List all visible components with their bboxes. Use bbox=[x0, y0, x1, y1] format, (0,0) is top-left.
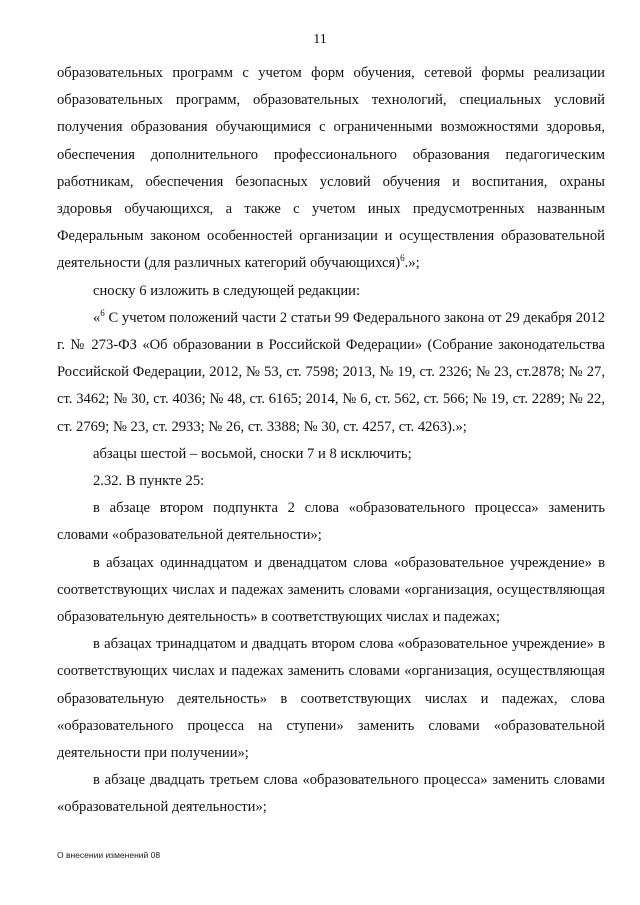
document-body bbox=[57, 60, 605, 822]
page-number: 11 bbox=[313, 32, 327, 47]
paragraph-1 bbox=[57, 60, 605, 278]
paragraph-3 bbox=[57, 305, 605, 441]
footer-note: О внесении изменений 08 bbox=[57, 850, 161, 860]
paragraph-5: 2.32. В пункте 25: bbox=[93, 473, 205, 490]
paragraph-1-tail: .»; bbox=[404, 255, 420, 272]
footnote-ref: 6 bbox=[400, 253, 405, 264]
paragraph-8: в абзацах тринадцатом и двадцать втором слова «образовательное учреждение» в соответствующих числах и падежах заменить словами «организация, осуществляющая образовательную деятельность» в соответствующих числах и падежах, слова «образовательного процесса на ступени» заменить словами «образовательной деятельности при получении»; bbox=[57, 636, 605, 762]
paragraph-9: в абзаце двадцать третьем слова «образовательного процесса» заменить словами «образовательной деятельности»; bbox=[57, 772, 605, 816]
paragraph-1-text: образовательных программ с учетом форм обучения, сетевой формы реализации образовательных программ, образовательных технологий, специальных условий получения образования обучающимися с ограниченными возможностями здоровья, обеспечения дополнительного профессионального образования педагогическим работникам, обеспечения безопасных условий обучения и воспитания, охраны здоровья обучающихся, а также с учетом иных предусмотренных названным Федеральным законом особенностей организации и осуществления образовательной деятельности (для различных категорий обучающихся) bbox=[57, 65, 605, 272]
paragraph-6: в абзаце втором подпункта 2 слова «образовательного процесса» заменить словами «образовательной деятельности»; bbox=[57, 500, 605, 544]
paragraph-2: сноску 6 изложить в следующей редакции: bbox=[93, 282, 361, 299]
paragraph-3-open: « bbox=[93, 309, 101, 326]
footnote-mark: 6 bbox=[100, 307, 105, 318]
paragraph-3-text: С учетом положений части 2 статьи 99 Федерального закона от 29 декабря 2012 г. № 273-ФЗ «Об образовании в Российской Федерации» (Собрание законодательства Российской Федерации, 2012, № 53, ст. 7598; 2013, № 19, ст. 2326; № 23, ст.2878; № 27, ст. 3462; № 30, ст. 4036; № 48, ст. 6165; 2014, № 6, ст. 562, ст. 566; № 19, ст. 2289; № 22, ст. 2769; № 23, ст. 2933; № 26, ст. 3388; № 30, ст. 4257, ст. 4263).»; bbox=[57, 309, 605, 435]
paragraph-4: абзацы шестой – восьмой, сноски 7 и 8 исключить; bbox=[93, 445, 412, 462]
paragraph-7: в абзацах одиннадцатом и двенадцатом слова «образовательное учреждение» в соответствующих числах и падежах заменить словами «организация, осуществляющая образовательную деятельность» в соответствующих числах и падежах; bbox=[57, 554, 605, 626]
